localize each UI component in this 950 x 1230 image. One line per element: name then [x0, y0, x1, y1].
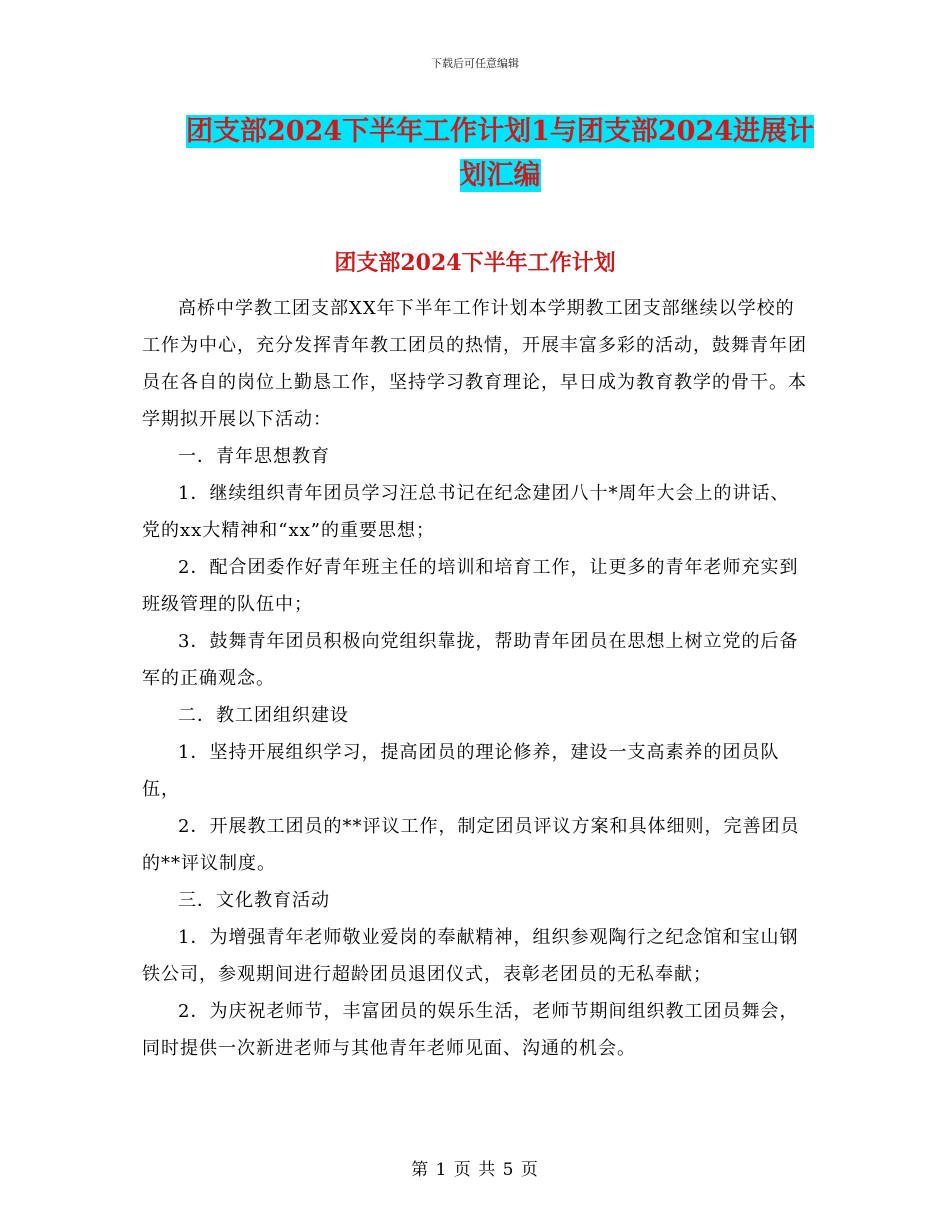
heading-youth-ideology: 一．青年思想教育 — [178, 446, 330, 467]
document-title-line-1: 团支部2024下半年工作计划1与团支部2024进展计 — [185, 116, 815, 147]
paragraph-item: 2．开展教工团员的**评议工作，制定团员评议方案和具体细则，完善团员的**评议制度。 — [142, 816, 800, 874]
paragraph-item: 1．继续组织青年团员学习汪总书记在纪念建团八十*周年大会上的讲话、党的xx大精神和“xx”的重要思想； — [142, 483, 790, 541]
paragraph-item: 2．为庆祝老师节，丰富团员的娱乐生活，老师节期间组织教工团员舞会，同时提供一次新进老师与其他青年老师见面、沟通的机会。 — [142, 1001, 799, 1059]
header-note: 下载后可任意编辑 — [431, 57, 519, 70]
section-title: 团支部2024下半年工作计划 — [334, 250, 616, 276]
paragraph-intro: 高桥中学教工团支部XX年下半年工作计划本学期教工团支部继续以学校的工作为中心，充分发挥青年教工团员的热情，开展丰富多彩的活动，鼓舞青年团员在各自的岗位上勤恳工作，坚持学习教育理论，早日成为教育教学的骨干。本学期拟开展以下活动： — [142, 298, 807, 430]
paragraph-item: 3．鼓舞青年团员积极向党组织靠拢，帮助青年团员在思想上树立党的后备军的正确观念。 — [142, 631, 799, 689]
paragraph-item: 2．配合团委作好青年班主任的培训和培育工作，让更多的青年老师充实到班级管理的队伍中； — [142, 557, 799, 615]
paragraph-item: 1．坚持开展组织学习，提高团员的理论修养，建设一支高素养的团员队伍， — [142, 742, 780, 800]
heading-organization: 二．教工团组织建设 — [178, 705, 349, 726]
heading-cultural-activities: 三．文化教育活动 — [178, 890, 330, 911]
document-body — [142, 290, 807, 1067]
paragraph-item: 1．为增强青年老师敬业爱岗的奉献精神，组织参观陶行之纪念馆和宝山钢铁公司，参观期间进行超龄团员退团仪式，表彰老团员的无私奉献； — [142, 927, 799, 985]
document-title — [150, 110, 850, 198]
page-footer: 第 1 页 共 5 页 — [411, 1160, 539, 1180]
document-title-line-2: 划汇编 — [459, 160, 541, 191]
